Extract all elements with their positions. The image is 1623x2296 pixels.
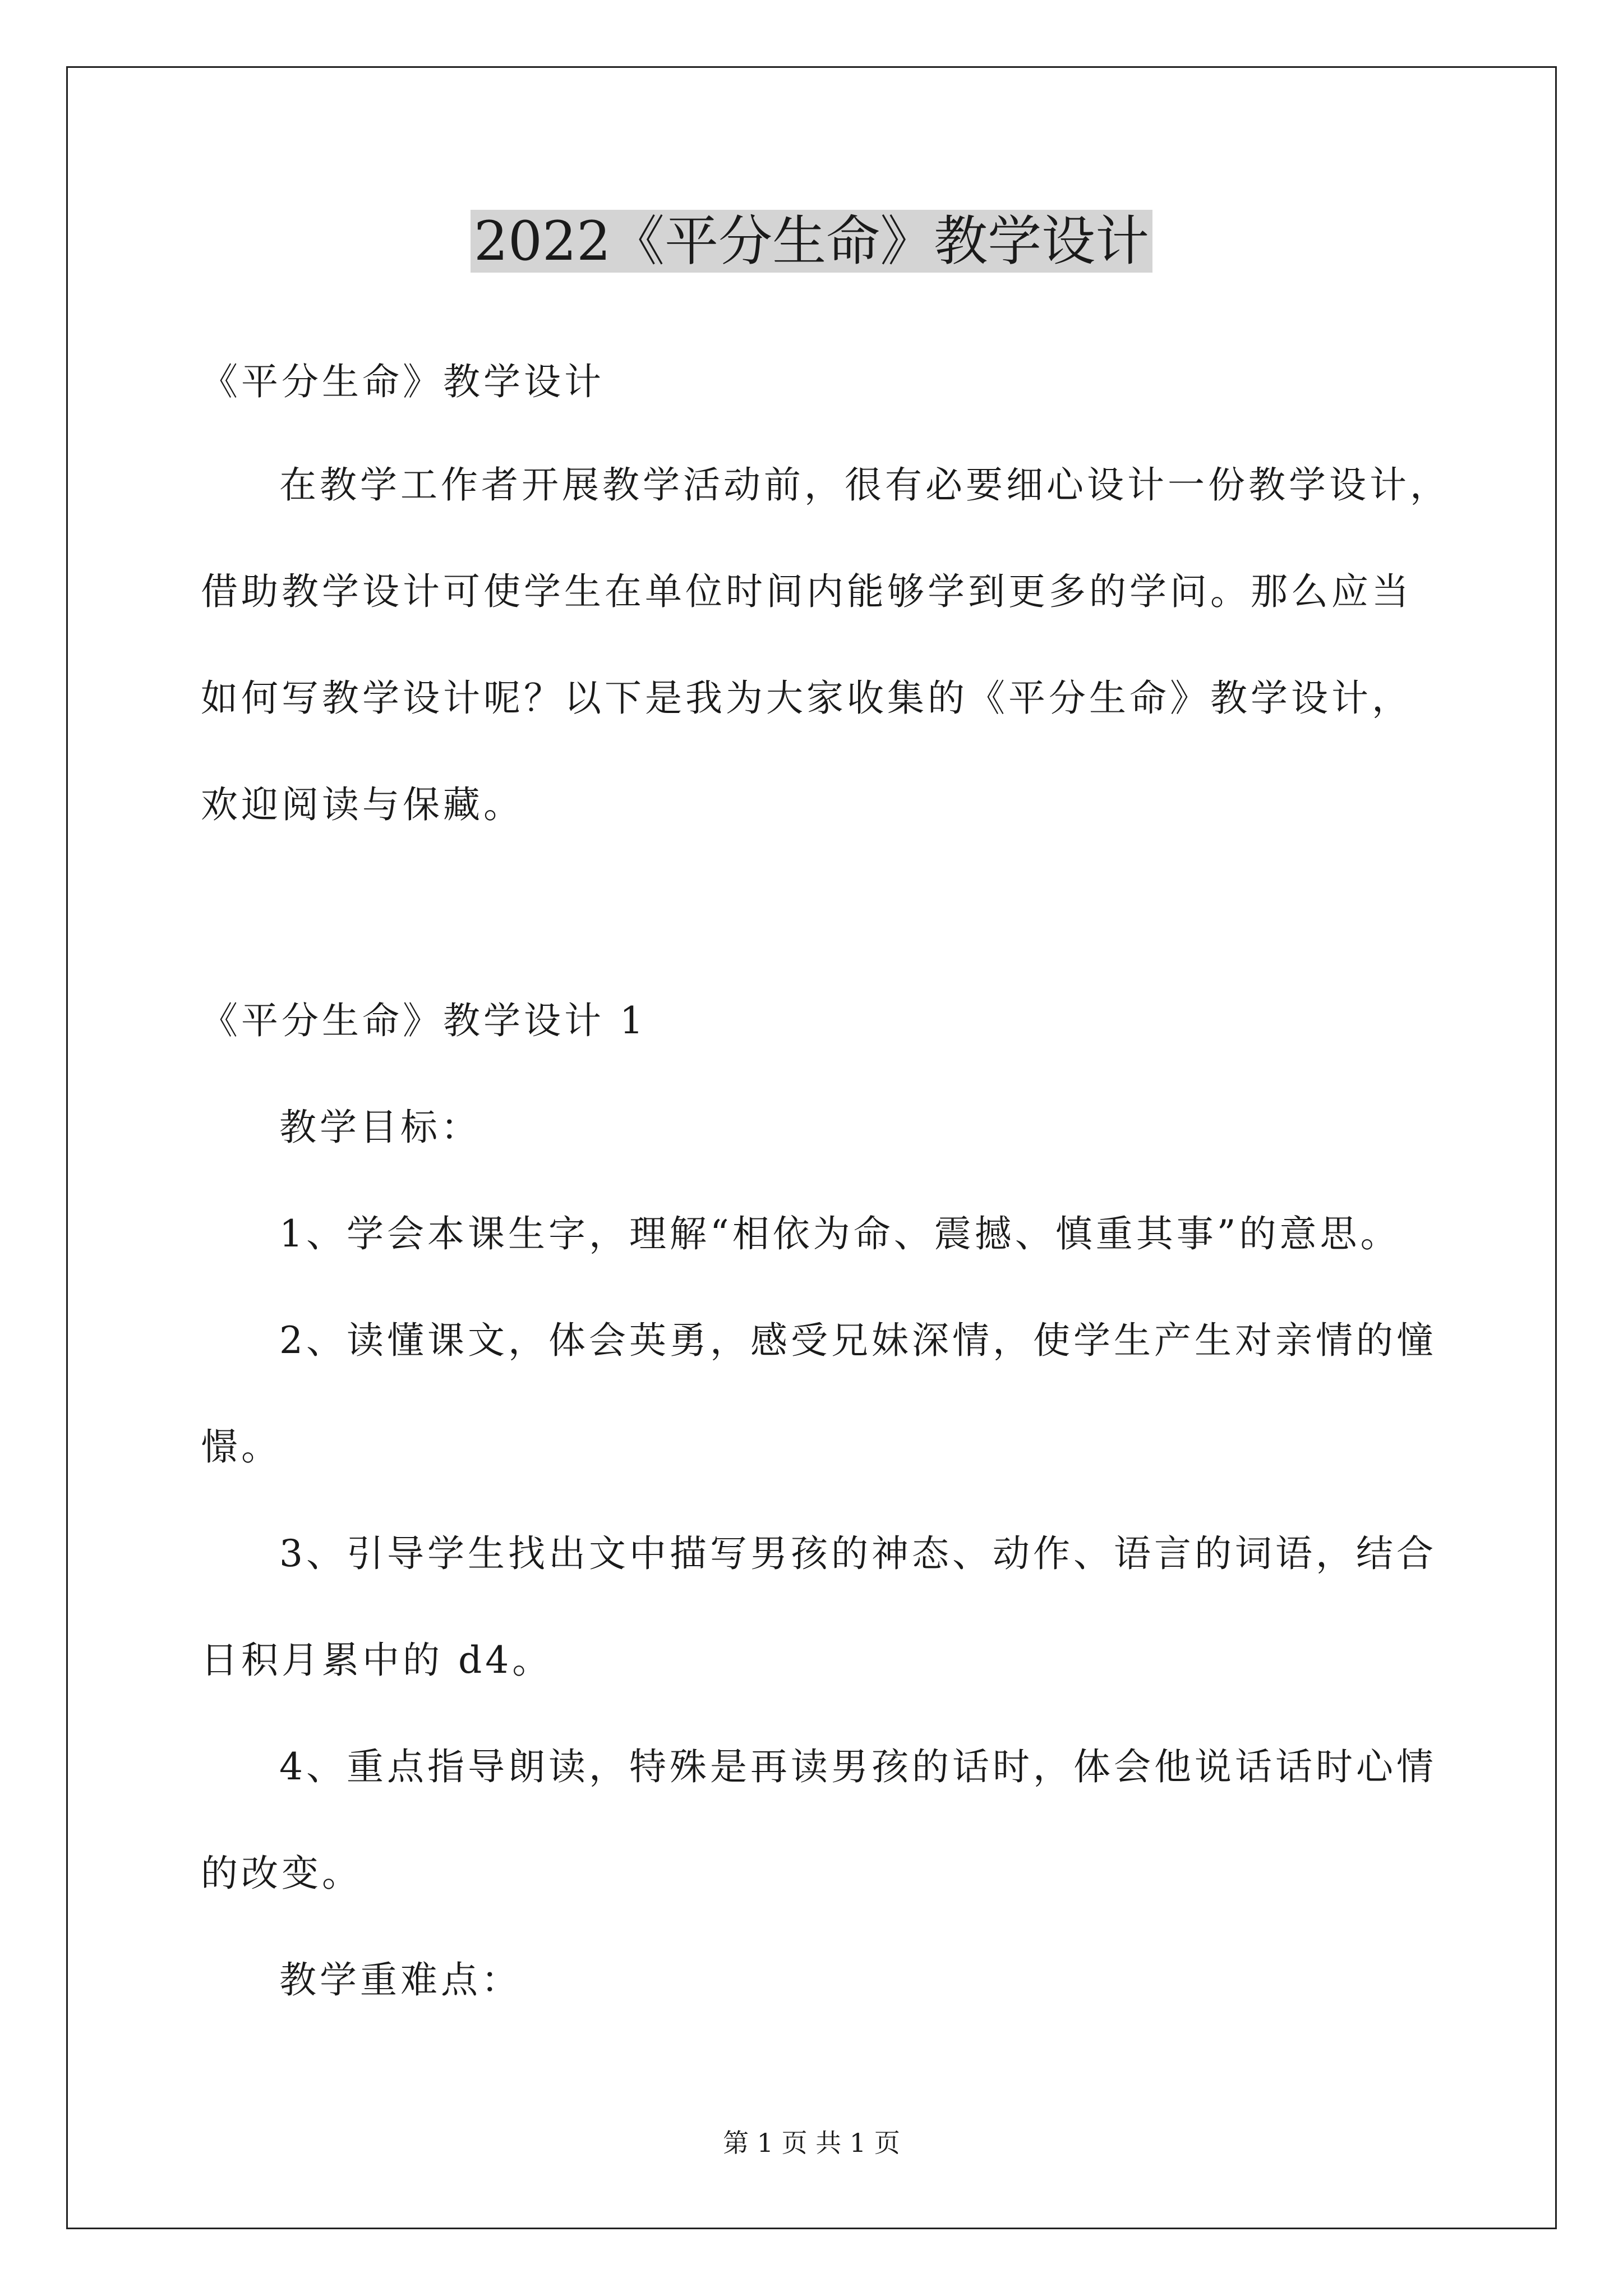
objective-line: 2、读懂课文，体会英勇，感受兄妹深情，使学生产生对亲情的憧: [279, 1319, 1437, 1362]
intro-line: 如何写教学设计呢？以下是我为大家收集的《平分生命》教学设计，: [201, 677, 1412, 720]
intro-line: 在教学工作者开展教学活动前，很有必要细心设计一份教学设计，: [279, 463, 1450, 507]
objective-line: 日积月累中的 d4。: [201, 1639, 553, 1682]
objective-line: 1、学会本课生字，理解“相依为命、震撼、慎重其事”的意思。: [279, 1212, 1401, 1255]
section-heading: 《平分生命》教学设计 1: [201, 999, 647, 1042]
objectives-heading: 教学目标：: [279, 1106, 481, 1149]
objective-line: 3、引导学生找出文中描写男孩的神态、动作、语言的词语，结合: [279, 1532, 1437, 1575]
key-points-heading: 教学重难点：: [279, 1958, 522, 2001]
objective-line: 憬。: [201, 1425, 282, 1469]
document-title-text: 2022《平分生命》教学设计: [471, 210, 1152, 273]
document-subtitle: 《平分生命》教学设计: [201, 360, 605, 403]
intro-line: 借助教学设计可使学生在单位时间内能够学到更多的学问。那么应当: [201, 570, 1412, 613]
intro-line: 欢迎阅读与保藏。: [201, 783, 524, 826]
document-title: [0, 205, 1623, 278]
objective-line: 4、重点指导朗读，特殊是再读男孩的话时，体会他说话话时心情: [279, 1745, 1437, 1788]
page-footer: 第 1 页 共 1 页: [723, 2128, 900, 2158]
objective-line: 的改变。: [201, 1852, 362, 1895]
